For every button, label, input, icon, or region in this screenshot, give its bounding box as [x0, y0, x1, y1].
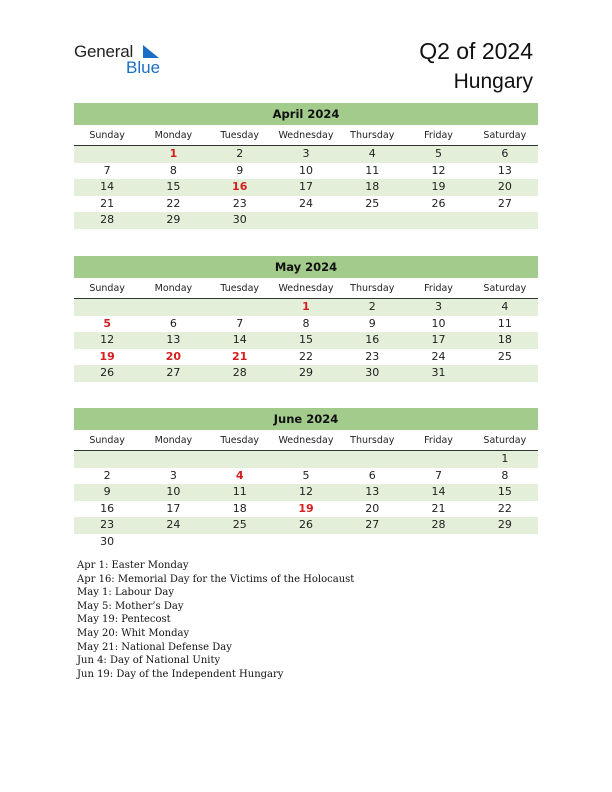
day-cell: 22 [497, 501, 512, 515]
day-cell: 3 [302, 147, 310, 160]
day-cell: 16 [100, 501, 115, 515]
country-name: Hungary [453, 70, 533, 93]
day-cell: 17 [431, 333, 446, 347]
holiday-day-cell: 20 [165, 349, 182, 363]
weekday-label: Thursday [350, 435, 395, 446]
holiday-day-cell: 16 [232, 180, 248, 194]
day-cell: 11 [232, 485, 247, 499]
week-row [74, 196, 538, 213]
month-calendar-may [74, 256, 538, 382]
day-cell: 3 [169, 468, 177, 482]
day-cell: 17 [166, 501, 181, 515]
day-cell [339, 212, 405, 229]
day-cell: 23 [365, 349, 380, 363]
weekday-label: Wednesday [278, 435, 334, 446]
day-cell: 12 [298, 485, 313, 499]
holiday-list-item: Jun 4: Day of National Unity [77, 655, 221, 667]
day-cell [207, 299, 273, 316]
week-row [74, 365, 538, 382]
day-cell: 24 [166, 518, 181, 532]
day-cell: 26 [431, 196, 446, 210]
day-cell: 14 [232, 333, 247, 347]
month-calendar-june [74, 408, 538, 551]
logo-text-blue: Blue [126, 58, 161, 77]
week-row [74, 316, 538, 333]
day-cell: 7 [435, 468, 443, 482]
day-cell: 25 [232, 518, 247, 532]
day-cell: 7 [103, 163, 111, 177]
week-row [74, 212, 538, 229]
holiday-list-item: May 5: Mother’s Day [77, 600, 184, 612]
day-cell [405, 212, 471, 229]
day-cell: 25 [365, 196, 380, 210]
day-cell: 13 [166, 333, 181, 347]
day-cell: 1 [501, 452, 509, 465]
day-cell: 21 [100, 196, 115, 210]
day-cell: 31 [431, 366, 446, 380]
day-cell: 13 [497, 163, 512, 177]
day-cell: 12 [100, 333, 115, 347]
holiday-list-item: May 1: Labour Day [77, 587, 174, 599]
day-cell [472, 534, 538, 551]
holiday-list-item: May 21: National Defense Day [77, 641, 232, 653]
weekday-label: Sunday [89, 435, 125, 446]
day-cell: 2 [368, 300, 376, 313]
day-cell [207, 451, 273, 468]
weekday-label: Friday [424, 130, 453, 141]
week-row [74, 163, 538, 180]
day-cell: 27 [166, 366, 181, 380]
weekday-label: Wednesday [278, 283, 334, 294]
day-cell: 27 [497, 196, 512, 210]
day-cell: 6 [169, 316, 177, 330]
weekday-label: Tuesday [220, 130, 260, 141]
weekday-label: Friday [424, 283, 453, 294]
day-cell [140, 451, 206, 468]
week-row [74, 534, 538, 551]
day-cell: 6 [501, 147, 509, 160]
day-cell: 30 [100, 534, 115, 548]
day-cell [472, 212, 538, 229]
week-row [74, 468, 538, 485]
holiday-day-cell: 1 [302, 300, 310, 313]
day-cell: 7 [236, 316, 244, 330]
day-cell [472, 365, 538, 382]
week-row [74, 179, 538, 196]
day-cell [74, 451, 140, 468]
holiday-list [77, 559, 354, 681]
day-cell: 10 [298, 163, 313, 177]
day-cell [74, 299, 140, 316]
day-cell: 28 [431, 518, 446, 532]
weekday-label: Monday [154, 283, 193, 294]
month-calendar-april [74, 103, 538, 229]
day-cell: 3 [435, 300, 443, 313]
holiday-day-cell: 19 [99, 349, 115, 363]
day-cell: 15 [166, 180, 181, 194]
holiday-list-item: Apr 16: Memorial Day for the Victims of the Holocaust [77, 573, 355, 585]
day-cell [74, 146, 140, 163]
day-cell [339, 451, 405, 468]
day-cell [273, 534, 339, 551]
day-cell: 29 [298, 366, 313, 380]
holiday-day-cell: 21 [232, 349, 248, 363]
day-cell: 24 [298, 196, 313, 210]
day-cell: 22 [166, 196, 181, 210]
day-cell: 30 [232, 213, 247, 227]
day-cell: 2 [236, 147, 244, 160]
day-cell [140, 534, 206, 551]
week-row [74, 332, 538, 349]
day-cell: 10 [431, 316, 446, 330]
day-cell: 5 [435, 147, 443, 160]
day-cell: 20 [497, 180, 512, 194]
weekday-label: Sunday [89, 283, 125, 294]
day-cell: 14 [100, 180, 115, 194]
day-cell: 6 [368, 468, 376, 482]
day-cell: 13 [365, 485, 380, 499]
day-cell: 18 [365, 180, 380, 194]
day-cell: 15 [497, 485, 512, 499]
week-row [74, 349, 538, 366]
weekday-label: Thursday [350, 283, 395, 294]
weekday-label: Saturday [483, 130, 527, 141]
week-row [74, 501, 538, 518]
day-cell: 8 [169, 163, 177, 177]
weekday-header-row [74, 278, 538, 299]
day-cell: 16 [365, 333, 380, 347]
day-cell: 8 [302, 316, 310, 330]
day-cell: 28 [232, 366, 247, 380]
logo-triangle-icon [141, 43, 161, 59]
day-cell: 19 [431, 180, 446, 194]
weekday-header-row [74, 125, 538, 146]
weekday-label: Friday [424, 435, 453, 446]
day-cell: 11 [365, 163, 380, 177]
day-cell: 11 [497, 316, 512, 330]
week-row [74, 299, 538, 316]
day-cell [273, 212, 339, 229]
day-cell [273, 451, 339, 468]
day-cell: 4 [368, 147, 376, 160]
weekday-label: Tuesday [220, 283, 260, 294]
month-title: June 2024 [74, 408, 538, 430]
page-title: Q2 of 2024 [419, 38, 533, 64]
weekday-label: Saturday [483, 435, 527, 446]
day-cell: 29 [166, 213, 181, 227]
day-cell: 26 [100, 366, 115, 380]
day-cell: 9 [368, 316, 376, 330]
day-cell [405, 534, 471, 551]
day-cell: 9 [103, 485, 111, 499]
weekday-label: Monday [154, 130, 193, 141]
day-cell: 21 [431, 501, 446, 515]
weekday-label: Tuesday [220, 435, 260, 446]
day-cell: 18 [232, 501, 247, 515]
holiday-day-cell: 4 [235, 468, 244, 482]
day-cell [405, 451, 471, 468]
day-cell: 17 [298, 180, 313, 194]
day-cell: 26 [298, 518, 313, 532]
day-cell: 27 [365, 518, 380, 532]
day-cell: 8 [501, 468, 509, 482]
day-cell: 29 [497, 518, 512, 532]
day-cell: 24 [431, 349, 446, 363]
weekday-label: Monday [154, 435, 193, 446]
holiday-day-cell: 19 [298, 501, 314, 515]
weekday-label: Sunday [89, 130, 125, 141]
logo-text-general: General [74, 42, 134, 61]
weekday-header-row [74, 430, 538, 451]
holiday-day-cell: 5 [103, 316, 111, 330]
day-cell: 15 [298, 333, 313, 347]
week-row [74, 146, 538, 163]
month-title: May 2024 [74, 256, 538, 278]
holiday-list-item: Jun 19: Day of the Independent Hungary [77, 668, 284, 680]
week-row [74, 517, 538, 534]
holiday-list-item: May 20: Whit Monday [77, 627, 190, 639]
day-cell: 2 [103, 468, 111, 482]
weekday-label: Saturday [483, 283, 527, 294]
holiday-day-cell: 1 [169, 147, 178, 160]
weekday-label: Wednesday [278, 130, 334, 141]
day-cell: 18 [497, 333, 512, 347]
day-cell [339, 534, 405, 551]
day-cell: 23 [232, 196, 247, 210]
day-cell: 22 [298, 349, 313, 363]
week-row [74, 451, 538, 468]
day-cell: 25 [497, 349, 512, 363]
holiday-list-item: May 19: Pentecost [77, 614, 171, 626]
day-cell: 14 [431, 485, 446, 499]
day-cell: 23 [100, 518, 115, 532]
weekday-label: Thursday [350, 130, 395, 141]
generalblue-logo [74, 42, 174, 78]
day-cell [207, 534, 273, 551]
holiday-list-item: Apr 1: Easter Monday [77, 560, 189, 571]
day-cell: 9 [236, 163, 244, 177]
day-cell [140, 299, 206, 316]
day-cell: 28 [100, 213, 115, 227]
day-cell: 10 [166, 485, 181, 499]
day-cell: 20 [365, 501, 380, 515]
month-title: April 2024 [74, 103, 538, 125]
day-cell: 5 [302, 468, 310, 482]
day-cell: 12 [431, 163, 446, 177]
day-cell: 30 [365, 366, 380, 380]
week-row [74, 484, 538, 501]
day-cell: 4 [501, 300, 509, 313]
